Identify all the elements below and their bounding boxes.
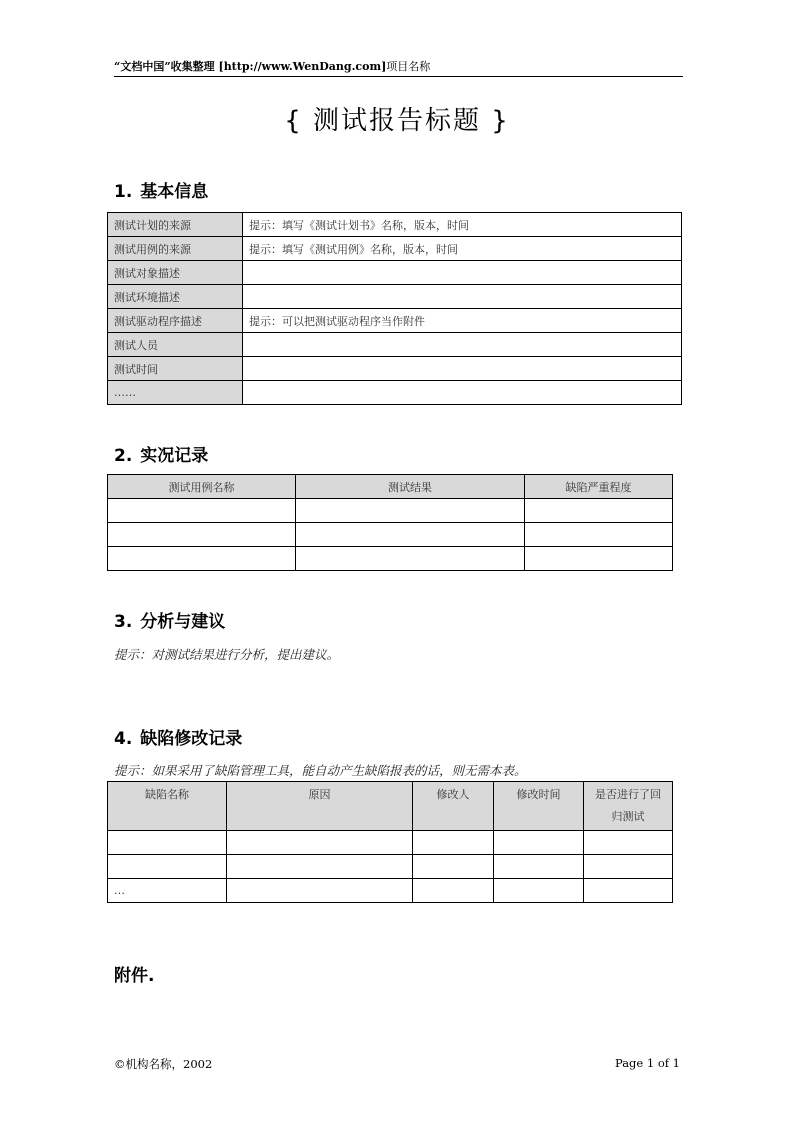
info-label: 测试人员: [108, 333, 243, 357]
table-cell[interactable]: [296, 523, 525, 547]
info-label: 测试驱动程序描述: [108, 309, 243, 333]
table-cell[interactable]: [525, 523, 673, 547]
section-3-title: 分析与建议: [140, 612, 226, 632]
page-header: [114, 58, 683, 77]
header-project: 项目名称: [386, 60, 431, 73]
column-header: 测试用例名称: [108, 475, 296, 499]
section-1-heading: [114, 177, 208, 202]
info-label: 测试对象描述: [108, 261, 243, 285]
table-row: [108, 285, 682, 309]
table-cell[interactable]: [413, 831, 494, 855]
document-title: { 测试报告标题 }: [284, 106, 510, 136]
table-row: [108, 831, 673, 855]
table-row: [108, 879, 673, 903]
table-row: [108, 499, 673, 523]
section-2-heading: [114, 441, 208, 466]
header-link[interactable]: [http://www.WenDang.com]: [218, 60, 387, 73]
table-cell[interactable]: [108, 831, 227, 855]
table-row: [108, 333, 682, 357]
basic-info-table: [107, 212, 682, 405]
table-cell[interactable]: [227, 831, 413, 855]
info-label: ……: [108, 381, 243, 405]
column-header: 修改人: [413, 782, 494, 831]
column-header: 修改时间: [494, 782, 584, 831]
table-cell[interactable]: [108, 855, 227, 879]
table-row: [108, 381, 682, 405]
info-value[interactable]: 提示：填写《测试用例》名称，版本，时间: [243, 237, 682, 261]
table-cell[interactable]: [584, 879, 673, 903]
info-value[interactable]: 提示：可以把测试驱动程序当作附件: [243, 309, 682, 333]
table-cell[interactable]: [296, 499, 525, 523]
info-value[interactable]: [243, 381, 682, 405]
record-table: [107, 474, 673, 571]
table-cell[interactable]: [227, 879, 413, 903]
table-cell[interactable]: …: [108, 879, 227, 903]
table-header-row: [108, 475, 673, 499]
table-cell[interactable]: [525, 499, 673, 523]
section-4-heading: [114, 724, 242, 749]
info-value[interactable]: [243, 357, 682, 381]
info-label: 测试时间: [108, 357, 243, 381]
defect-fix-table: [107, 781, 673, 903]
section-4-hint: 提示：如果采用了缺陷管理工具，能自动产生缺陷报表的话，则无需本表。: [114, 763, 527, 778]
footer-page-number: Page 1 of 1: [614, 1056, 680, 1070]
table-cell[interactable]: [494, 831, 584, 855]
column-header: 缺陷严重程度: [525, 475, 673, 499]
table-row: [108, 237, 682, 261]
table-row: [108, 855, 673, 879]
table-cell[interactable]: [584, 831, 673, 855]
section-3-number: 3.: [114, 612, 133, 632]
table-cell[interactable]: [108, 499, 296, 523]
section-1-number: 1.: [114, 182, 133, 202]
table-row: [108, 261, 682, 285]
table-cell[interactable]: [413, 879, 494, 903]
table-cell[interactable]: [494, 855, 584, 879]
table-cell[interactable]: [108, 547, 296, 571]
table-row: [108, 523, 673, 547]
info-label: 测试计划的来源: [108, 213, 243, 237]
info-value[interactable]: [243, 285, 682, 309]
section-3-heading: [114, 607, 225, 632]
column-header: 测试结果: [296, 475, 525, 499]
table-cell[interactable]: [525, 547, 673, 571]
table-row: [108, 547, 673, 571]
info-value[interactable]: 提示：填写《测试计划书》名称，版本，时间: [243, 213, 682, 237]
appendix-heading: 附件.: [114, 966, 155, 986]
table-cell[interactable]: [296, 547, 525, 571]
footer-copyright: ©机构名称，2002: [114, 1057, 213, 1071]
info-label: 测试用例的来源: [108, 237, 243, 261]
section-4-number: 4.: [114, 729, 133, 749]
header-prefix: “文档中国”收集整理: [114, 60, 219, 73]
info-value[interactable]: [243, 333, 682, 357]
section-1-title: 基本信息: [140, 182, 209, 202]
table-cell[interactable]: [494, 879, 584, 903]
table-cell[interactable]: [584, 855, 673, 879]
column-header: 是否进行了回归测试: [584, 782, 673, 831]
info-value[interactable]: [243, 261, 682, 285]
table-row: [108, 357, 682, 381]
table-header-row: [108, 782, 673, 831]
table-cell[interactable]: [413, 855, 494, 879]
info-label: 测试环境描述: [108, 285, 243, 309]
table-row: [108, 309, 682, 333]
section-4-title: 缺陷修改记录: [140, 729, 243, 749]
section-3-hint: 提示：对测试结果进行分析，提出建议。: [114, 647, 340, 662]
table-cell[interactable]: [108, 523, 296, 547]
section-2-number: 2.: [114, 446, 133, 466]
column-header: 缺陷名称: [108, 782, 227, 831]
column-header: 原因: [227, 782, 413, 831]
section-2-title: 实况记录: [140, 446, 209, 466]
table-cell[interactable]: [227, 855, 413, 879]
table-row: [108, 213, 682, 237]
